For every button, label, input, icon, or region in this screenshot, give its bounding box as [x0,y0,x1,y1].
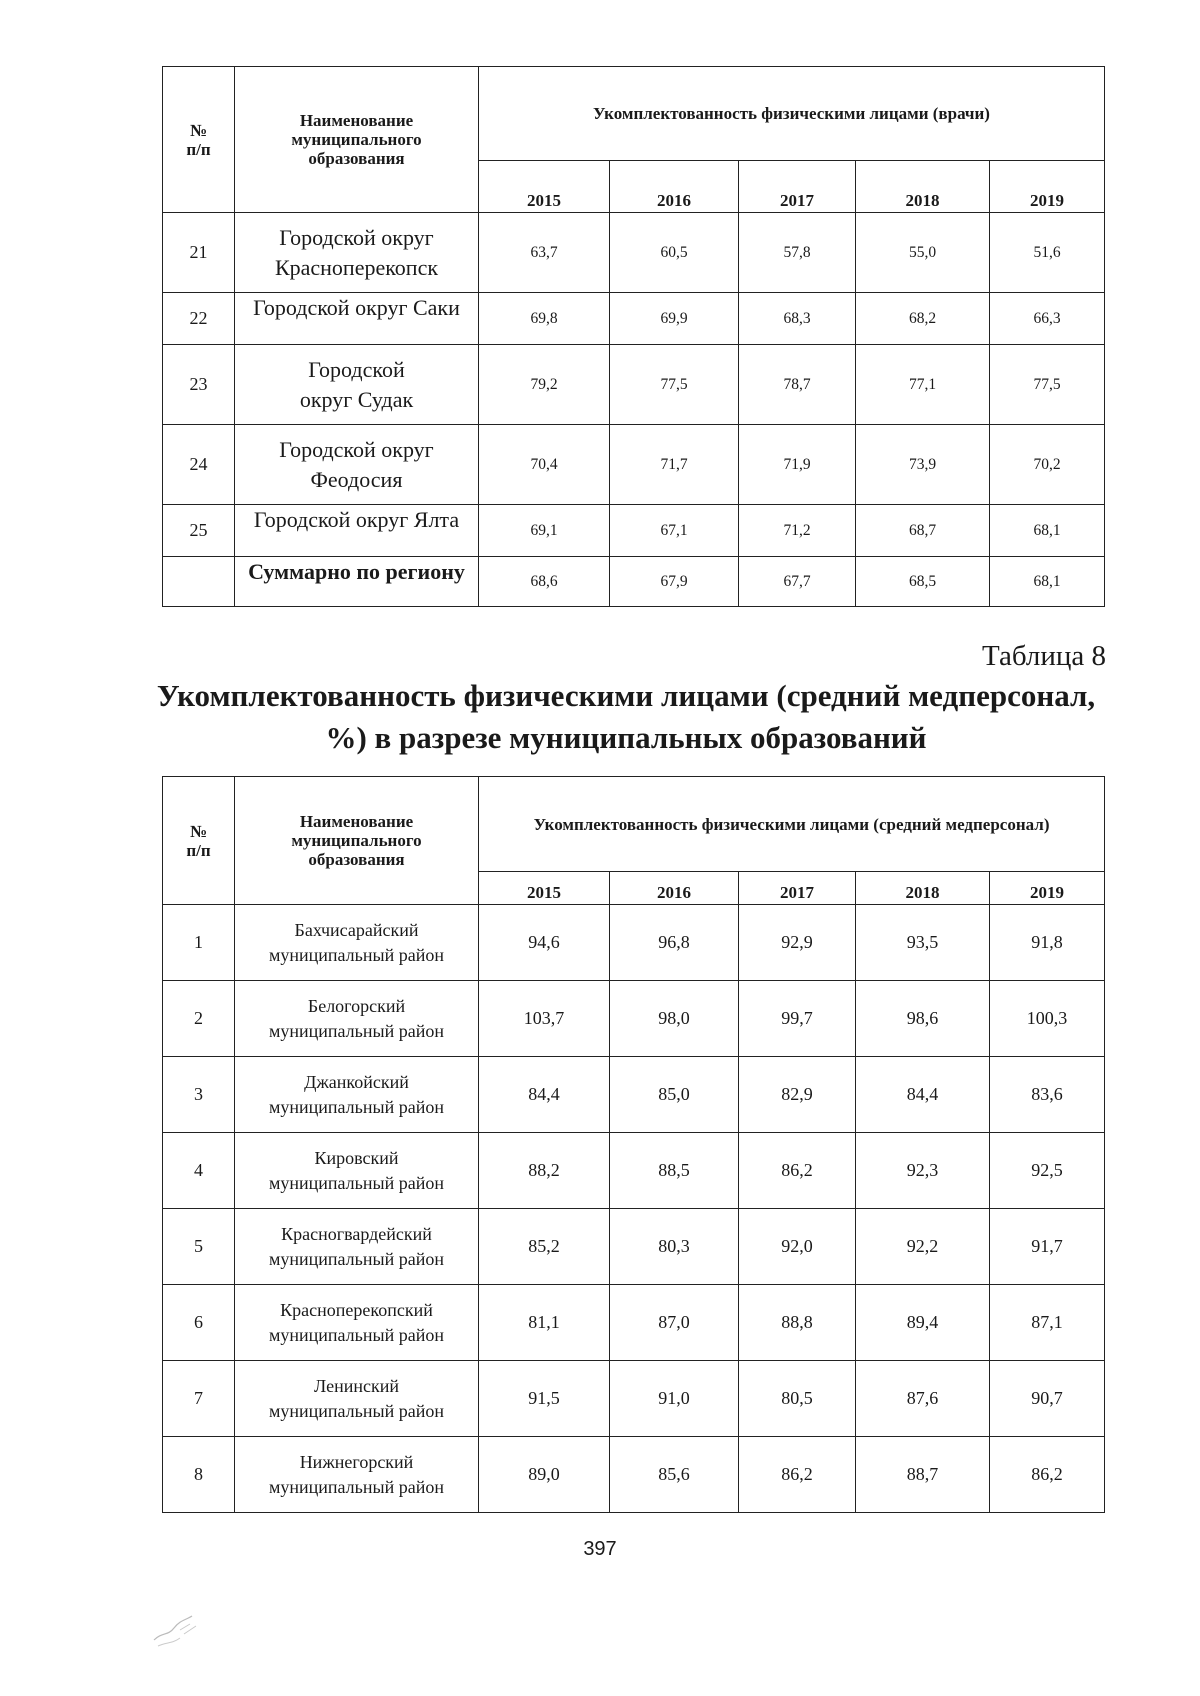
municipality-name: Городской округ Саки [235,293,479,345]
value-2016: 87,0 [610,1285,739,1361]
value-2019: 91,8 [990,905,1105,981]
table-row [163,905,1105,981]
municipality-name: Городской округ Ялта [235,505,479,557]
total-value-2015: 68,6 [479,557,610,607]
value-2018: 77,1 [856,345,990,425]
value-2019: 51,6 [990,213,1105,293]
header-year-2015: 2015 [479,872,610,905]
header-year-2019: 2019 [990,161,1105,213]
municipality-name: Бахчисарайский муниципальный район [235,905,479,981]
value-2018: 92,2 [856,1209,990,1285]
value-2016: 85,6 [610,1437,739,1513]
table-row [163,1209,1105,1285]
header-year-2016: 2016 [610,872,739,905]
table-row [163,1057,1105,1133]
row-number: 1 [163,905,235,981]
table-row [163,1285,1105,1361]
value-2016: 69,9 [610,293,739,345]
table-row [163,981,1105,1057]
value-2018: 68,2 [856,293,990,345]
table-title: Укомплектованность физическими лицами (средний медперсонал, %) в разрезе муниципальных образований [156,678,1096,755]
municipality-name: Нижнегорский муниципальный район [235,1437,479,1513]
value-2017: 80,5 [739,1361,856,1437]
row-number: 6 [163,1285,235,1361]
municipality-name: Джанкойский муниципальный район [235,1057,479,1133]
row-number: 23 [163,345,235,425]
table-row [163,213,1105,293]
table-row [163,1361,1105,1437]
value-2017: 86,2 [739,1133,856,1209]
header-year-2017: 2017 [739,872,856,905]
total-row [163,557,1105,607]
header-year-2019: 2019 [990,872,1105,905]
value-2018: 93,5 [856,905,990,981]
value-2018: 73,9 [856,425,990,505]
value-2015: 84,4 [479,1057,610,1133]
table-row [163,505,1105,557]
header-year-2018: 2018 [856,872,990,905]
value-2015: 88,2 [479,1133,610,1209]
value-2016: 60,5 [610,213,739,293]
total-row-number [163,557,235,607]
municipality-name: Городской округ Красноперекопск [235,213,479,293]
value-2018: 98,6 [856,981,990,1057]
value-2019: 70,2 [990,425,1105,505]
total-value-2017: 67,7 [739,557,856,607]
municipality-name: Красноперекопский муниципальный район [235,1285,479,1361]
page-number: 397 [583,1538,617,1560]
value-2018: 87,6 [856,1361,990,1437]
value-2019: 83,6 [990,1057,1105,1133]
value-2016: 80,3 [610,1209,739,1285]
value-2016: 91,0 [610,1361,739,1437]
value-2019: 77,5 [990,345,1105,425]
table-row [163,293,1105,345]
value-2015: 79,2 [479,345,610,425]
value-2019: 92,5 [990,1133,1105,1209]
value-2015: 70,4 [479,425,610,505]
value-2016: 85,0 [610,1057,739,1133]
row-number: 8 [163,1437,235,1513]
value-2019: 86,2 [990,1437,1105,1513]
value-2018: 68,7 [856,505,990,557]
value-2017: 57,8 [739,213,856,293]
value-2015: 103,7 [479,981,610,1057]
value-2017: 82,9 [739,1057,856,1133]
header-year-2016: 2016 [610,161,739,213]
header-row-number: № п/п [163,67,235,213]
value-2017: 92,9 [739,905,856,981]
nurses-staffing-table [162,776,1105,1513]
value-2015: 69,1 [479,505,610,557]
municipality-name: Городской округ Судак [235,345,479,425]
header-staffing-group: Укомплектованность физическими лицами (средний медперсонал) [479,777,1105,872]
value-2019: 100,3 [990,981,1105,1057]
value-2015: 85,2 [479,1209,610,1285]
header-municipality-name: Наименование муниципального образования [235,777,479,905]
value-2018: 89,4 [856,1285,990,1361]
value-2018: 84,4 [856,1057,990,1133]
row-number: 7 [163,1361,235,1437]
header-year-2018: 2018 [856,161,990,213]
row-number: 3 [163,1057,235,1133]
value-2019: 66,3 [990,293,1105,345]
value-2015: 63,7 [479,213,610,293]
header-row-number: № п/п [163,777,235,905]
value-2016: 88,5 [610,1133,739,1209]
value-2017: 88,8 [739,1285,856,1361]
total-value-2019: 68,1 [990,557,1105,607]
municipality-name: Белогорский муниципальный район [235,981,479,1057]
value-2019: 91,7 [990,1209,1105,1285]
value-2015: 89,0 [479,1437,610,1513]
value-2016: 96,8 [610,905,739,981]
municipality-name: Красногвардейский муниципальный район [235,1209,479,1285]
total-value-2016: 67,9 [610,557,739,607]
row-number: 5 [163,1209,235,1285]
header-year-2015: 2015 [479,161,610,213]
header-year-2017: 2017 [739,161,856,213]
value-2017: 99,7 [739,981,856,1057]
value-2017: 78,7 [739,345,856,425]
row-number: 22 [163,293,235,345]
value-2018: 55,0 [856,213,990,293]
value-2017: 92,0 [739,1209,856,1285]
value-2019: 90,7 [990,1361,1105,1437]
value-2016: 98,0 [610,981,739,1057]
header-municipality-name: Наименование муниципального образования [235,67,479,213]
value-2018: 88,7 [856,1437,990,1513]
value-2015: 69,8 [479,293,610,345]
row-number: 21 [163,213,235,293]
table-row [163,345,1105,425]
row-number: 4 [163,1133,235,1209]
value-2016: 67,1 [610,505,739,557]
pencil-scribble-icon [150,1610,210,1650]
value-2018: 92,3 [856,1133,990,1209]
value-2015: 81,1 [479,1285,610,1361]
value-2019: 87,1 [990,1285,1105,1361]
total-value-2018: 68,5 [856,557,990,607]
value-2019: 68,1 [990,505,1105,557]
value-2017: 68,3 [739,293,856,345]
value-2016: 77,5 [610,345,739,425]
table-row [163,1437,1105,1513]
row-number: 2 [163,981,235,1057]
row-number: 24 [163,425,235,505]
municipality-name: Кировский муниципальный район [235,1133,479,1209]
header-staffing-group: Укомплектованность физическими лицами (врачи) [479,67,1105,161]
value-2015: 91,5 [479,1361,610,1437]
value-2015: 94,6 [479,905,610,981]
value-2016: 71,7 [610,425,739,505]
value-2017: 71,9 [739,425,856,505]
table-row [163,1133,1105,1209]
value-2017: 86,2 [739,1437,856,1513]
physicians-staffing-table [162,66,1105,607]
table-number-label: Таблица 8 [981,640,1106,672]
table-row [163,425,1105,505]
value-2017: 71,2 [739,505,856,557]
total-label: Суммарно по региону [235,557,479,607]
municipality-name: Городской округ Феодосия [235,425,479,505]
row-number: 25 [163,505,235,557]
municipality-name: Ленинский муниципальный район [235,1361,479,1437]
